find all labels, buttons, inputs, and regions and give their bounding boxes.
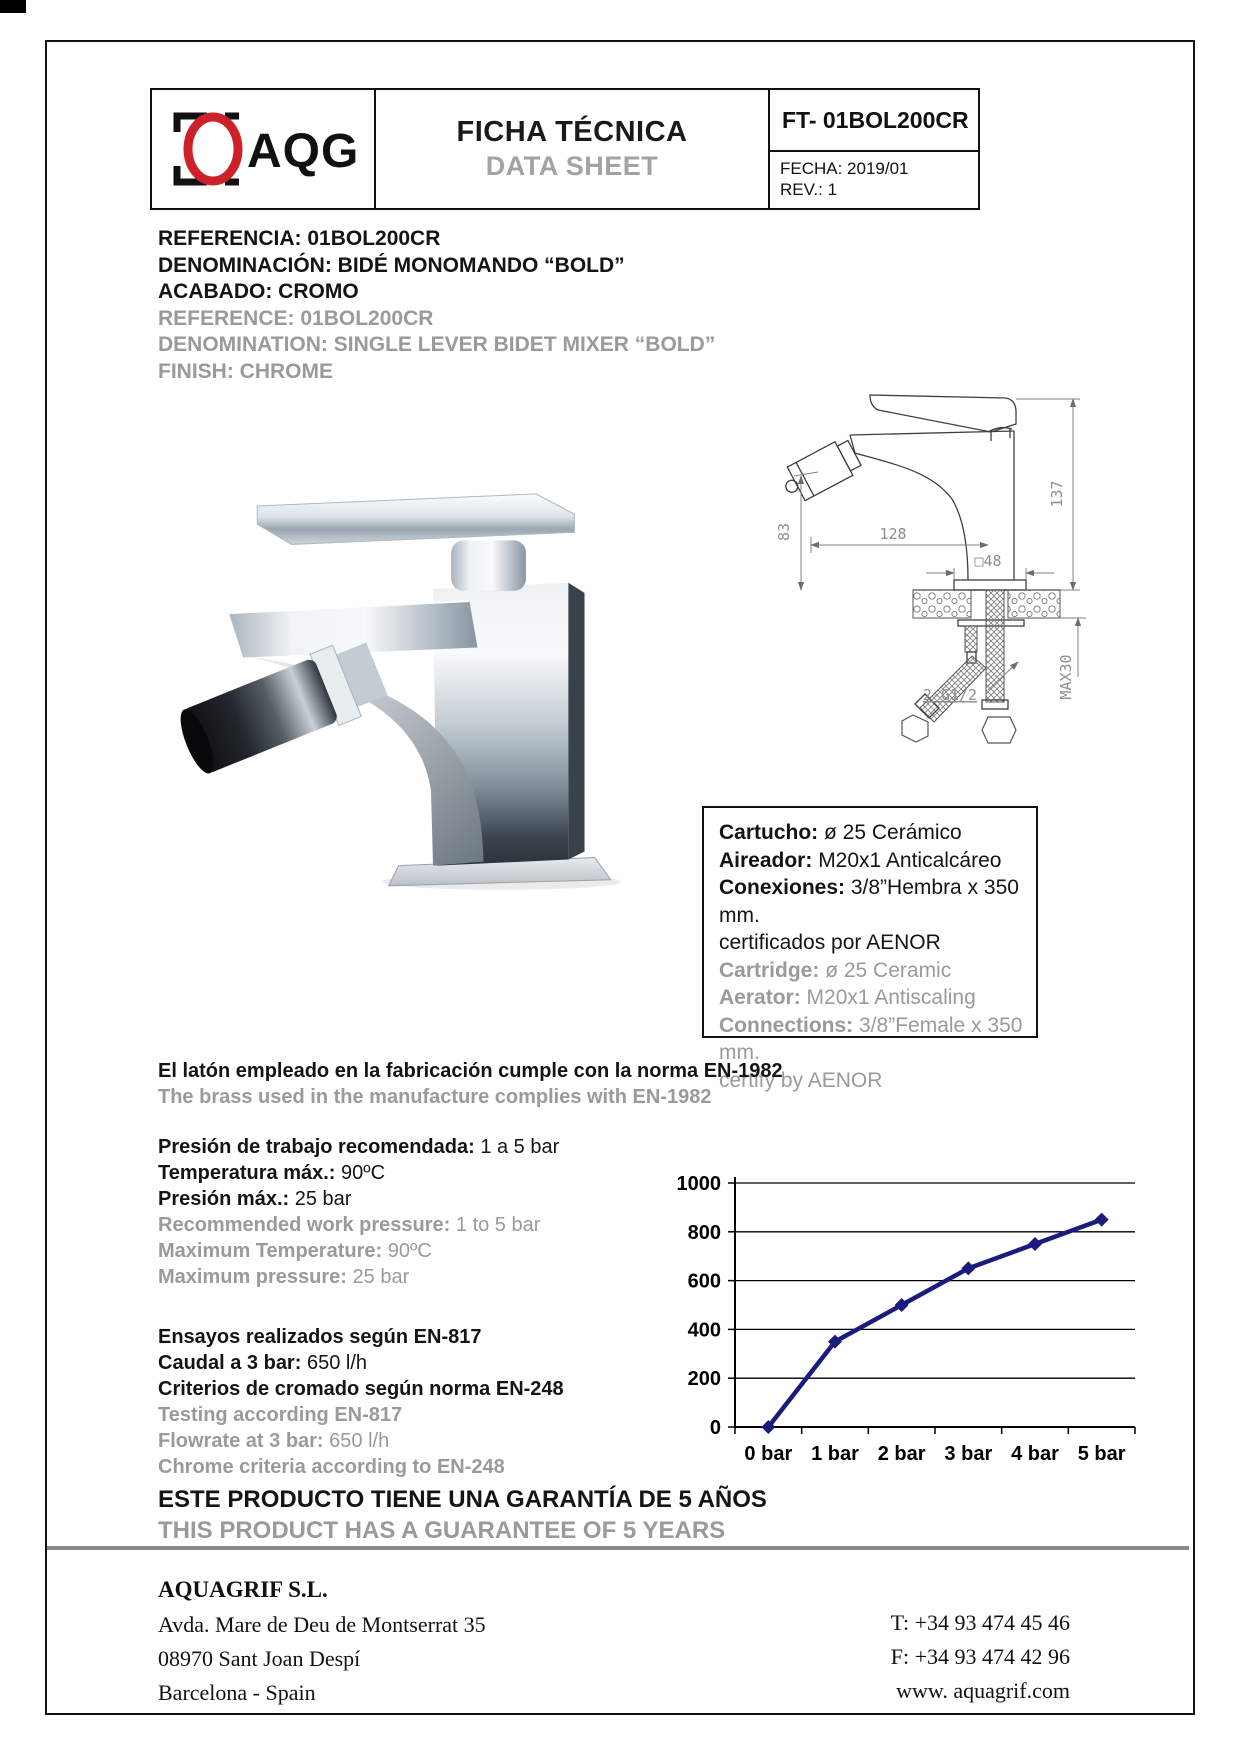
certificados-line: certificados por AENOR (719, 931, 941, 954)
svg-text:600: 600 (687, 1270, 721, 1293)
website: www. aquagrif.com (896, 1678, 1070, 1703)
pressure-flow-chart (645, 1158, 1165, 1470)
svg-text:1000: 1000 (676, 1173, 721, 1195)
header-reference-cell (770, 90, 978, 208)
logo-text: AQG (247, 125, 359, 178)
conexiones-line: Conexiones: 3/8”Hembra x 350 mm. (719, 876, 1019, 927)
connections-line: Connections: 3/8”Female x 350 mm. (719, 1013, 1023, 1064)
svg-text:200: 200 (687, 1368, 721, 1391)
spec-line: Temperatura máx.: 90ºC (158, 1162, 386, 1184)
company-contact (700, 1606, 1070, 1708)
referencia-es: REFERENCIA: 01BOL200CR (158, 227, 441, 250)
acabado-es: ACABADO: CROMO (158, 280, 359, 303)
svg-text:400: 400 (687, 1319, 721, 1342)
footer-divider (47, 1546, 1189, 1550)
product-identification (158, 226, 715, 385)
title-en: DATA SHEET (485, 151, 659, 182)
cartucho-line: Cartucho: ø 25 Cerámico (719, 821, 962, 844)
guarantee-en: THIS PRODUCT HAS A GUARANTEE OF 5 YEARS (158, 1517, 726, 1544)
aerator-line: Aerator: M20x1 Antiscaling (719, 986, 976, 1009)
doc-revision: REV.: 1 (780, 180, 838, 199)
aireador-line: Aireador: M20x1 Anticalcáreo (719, 848, 1002, 872)
product-photo (128, 415, 633, 890)
components-info-box (702, 806, 1038, 1092)
test-line: Testing according EN-817 (158, 1404, 403, 1426)
svg-text:5 bar: 5 bar (1077, 1443, 1126, 1465)
address-line: Barcelona - Spain (158, 1680, 316, 1705)
working-specs (158, 1134, 559, 1290)
test-line: Chrome criteria according to EN-248 (158, 1456, 505, 1478)
brass-norm (158, 1058, 783, 1110)
test-line: Ensayos realizados según EN-817 (158, 1326, 482, 1348)
dim-thread: 2-G1/2 (922, 686, 978, 704)
svg-text:3 bar: 3 bar (944, 1443, 993, 1465)
company-name: AQUAGRIF S.L. (158, 1577, 328, 1602)
doc-meta (770, 152, 978, 208)
title-es: FICHA TÉCNICA (456, 116, 688, 149)
guarantee-es: ESTE PRODUCTO TIENE UNA GARANTÍA DE 5 AÑOS (158, 1486, 767, 1513)
guarantee-block (158, 1484, 767, 1546)
certify-line: certify by AENOR (719, 1068, 883, 1092)
denominacion-es: DENOMINACIÓN: BIDÉ MONOMANDO “BOLD” (158, 253, 625, 277)
test-line: Flowrate at 3 bar: 650 l/h (158, 1430, 390, 1452)
svg-text:4 bar: 4 bar (1011, 1443, 1059, 1465)
doc-reference: FT- 01BOL200CR (770, 90, 978, 152)
finish-en: FINISH: CHROME (158, 359, 333, 383)
address-line: 08970 Sant Joan Despí (158, 1646, 361, 1671)
dim-128: 128 (879, 525, 907, 543)
spec-line: Recommended work pressure: 1 to 5 bar (158, 1214, 541, 1236)
svg-text:2 bar: 2 bar (877, 1443, 926, 1465)
denomination-en: DENOMINATION: SINGLE LEVER BIDET MIXER “BOLD” (158, 333, 716, 356)
tests-block (158, 1324, 564, 1480)
dim-137: 137 (1048, 480, 1066, 508)
fax-line: F: +34 93 474 42 96 (890, 1644, 1070, 1669)
reference-en: REFERENCE: 01BOL200CR (158, 306, 434, 330)
technical-drawing (688, 332, 1148, 752)
dim-max30: MAX30 (1057, 654, 1075, 700)
brand-logo (152, 90, 376, 208)
dim-48: □48 (974, 552, 1002, 570)
address-line: Avda. Mare de Deu de Montserrat 35 (158, 1612, 486, 1637)
company-address (158, 1572, 486, 1710)
brass-en: The brass used in the manufacture complies with EN-1982 (158, 1086, 712, 1108)
svg-text:0: 0 (709, 1417, 721, 1439)
doc-date: FECHA: 2019/01 (780, 159, 909, 178)
spec-line: Maximum Temperature: 90ºC (158, 1240, 432, 1262)
aqg-logo-icon (167, 106, 359, 192)
svg-text:1 bar: 1 bar (811, 1443, 859, 1465)
phone-line: T: +34 93 474 45 46 (890, 1610, 1070, 1635)
svg-text:0 bar: 0 bar (744, 1443, 793, 1465)
svg-text:800: 800 (687, 1221, 721, 1244)
test-line: Caudal a 3 bar: 650 l/h (158, 1352, 367, 1374)
test-line: Criterios de cromado según norma EN-248 (158, 1378, 564, 1400)
spec-line: Presión de trabajo recomendada: 1 a 5 bar (158, 1136, 560, 1158)
cartridge-line: Cartridge: ø 25 Ceramic (719, 958, 952, 982)
scan-corner-artifact (0, 0, 26, 13)
brass-es: El latón empleado en la fabricación cumple con la norma EN-1982 (158, 1060, 783, 1082)
spec-line: Maximum pressure: 25 bar (158, 1266, 410, 1288)
spec-line: Presión máx.: 25 bar (158, 1188, 352, 1210)
header (150, 88, 980, 210)
document-title (376, 90, 770, 208)
dim-83: 83 (775, 522, 793, 542)
